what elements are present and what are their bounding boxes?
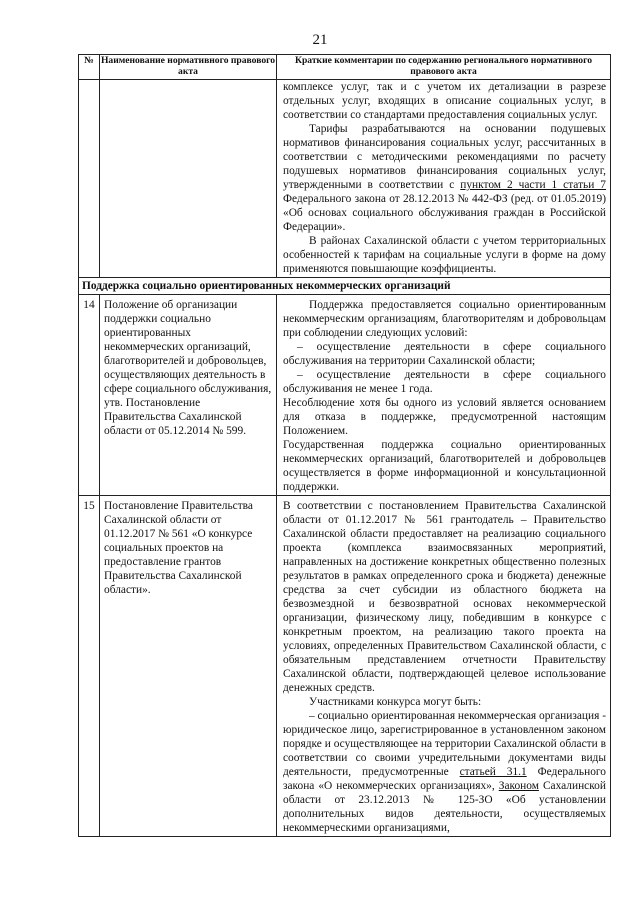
link-article-7[interactable]: пунктом 2 части 1 статьи 7 bbox=[460, 179, 606, 191]
table-row bbox=[79, 496, 611, 837]
row-15-number: 15 bbox=[79, 496, 100, 837]
link-article-31-1[interactable]: статьей 31.1 bbox=[459, 766, 527, 778]
continuation-para-2: Тарифы разрабатываются на основании подушевых нормативов финансирования социальных услуг, рассчитанных в соответствии с методическими рекомендациями по расчету подушевых нормативов финансирования социальных услуг, утвержденными в соответствии с пунктом 2 части 1 статьи 7 Федерального закона от 28.12.2013 № 442-ФЗ (ред. от 01.05.2019) «Об основах социального обслуживания граждан в Российской Федерации». bbox=[283, 123, 606, 233]
header-comments: Краткие комментарии по содержанию регионального нормативного правового акта bbox=[277, 55, 611, 80]
table-header-row bbox=[79, 55, 611, 80]
header-act-name: Наименование нормативного правового акта bbox=[100, 55, 277, 80]
link-law[interactable]: Законом bbox=[498, 780, 539, 792]
section-title: Поддержка социально ориентированных некоммерческих организаций bbox=[79, 278, 611, 295]
continuation-para-1: комплексе услуг, так и с учетом их детализации в разрезе отдельных услуг, входящих в описание социальных услуг, в соответствии со стандартами предоставления социальных услуг. bbox=[283, 81, 606, 121]
table-row bbox=[79, 295, 611, 496]
continuation-para-3: В районах Сахалинской области с учетом территориальных особенностей к тарифам на социальные услуги в форме на дому применяются повышающие коэффициенты. bbox=[283, 235, 606, 275]
page-number: 21 bbox=[312, 32, 328, 48]
legal-acts-table bbox=[78, 54, 611, 837]
row-14-comment: Поддержка предоставляется социально ориентированным некоммерческим организациям, благотворителям и добровольцам при соблюдении следующих условий: – осуществление деятельности в сфере социального обслуживания на территории Сахалинской области; – осуществление деятельности в сфере социального обслуживания не менее 1 года. Несоблюдение хотя бы одного из условий является основанием для отказа в поддержке, предусмотренной настоящим Положением. Государственная поддержка социально ориентированных некоммерческих организаций, благотворителей и добровольцев осуществляется в форме информационной и консультационной поддержки. bbox=[277, 295, 611, 496]
section-header-row bbox=[79, 278, 611, 295]
row-14-number: 14 bbox=[79, 295, 100, 496]
row-15-act-name: Постановление Правительства Сахалинской области от 01.12.2017 № 561 «О конкурсе социальных проектов на предоставление грантов Правительства Сахалинской области». bbox=[100, 496, 277, 837]
row-15-comment: В соответствии с постановлением Правительства Сахалинской области от 01.12.2017 № 561 грантодатель – Правительство Сахалинской области предоставляет на реализацию социального проекта (комплекса взаимосвязанных мероприятий, направленных на достижение конкретных общественно полезных результатов в рамках определенного срока и бюджета) денежные средства за счет субсидии из областного бюджета на безвозмездной и безвозвратной основах некоммерческой организации, физическому лицу, победившим в конкурсе с конкретным проектом, на реализацию такого проекта на условиях, определенных Правительством Сахалинской области, с обязательным представлением отчетности Правительству Сахалинской области, подтверждающей целевое использование денежных средств. Участниками конкурса могут быть: – социально ориентированная некоммерческая организация - юридическое лицо, зарегистрированное в установленном законом порядке и осуществляющее на территории Сахалинской области в соответствии со своими учредительными документами виды деятельности, предусмотренные статьей 31.1 Федерального закона «О некоммерческих организациях», Законом Сахалинской области от 23.12.2013 № 125-ЗО «Об установлении дополнительных видов деятельности, осуществляемых некоммерческими организациями, bbox=[277, 496, 611, 837]
row-14-act-name: Положение об организации поддержки социально ориентированных некоммерческих организаций, благотворителей и добровольцев, осуществляющих деятельность в сфере социального обслуживания, утв. Постановление Правительства Сахалинской области от 05.12.2014 № 599. bbox=[100, 295, 277, 496]
cell-empty-name bbox=[100, 80, 277, 278]
table-row-continuation bbox=[79, 80, 611, 278]
cell-empty-num bbox=[79, 80, 100, 278]
cell-continuation-comment bbox=[277, 80, 611, 278]
header-number: № bbox=[79, 55, 100, 80]
